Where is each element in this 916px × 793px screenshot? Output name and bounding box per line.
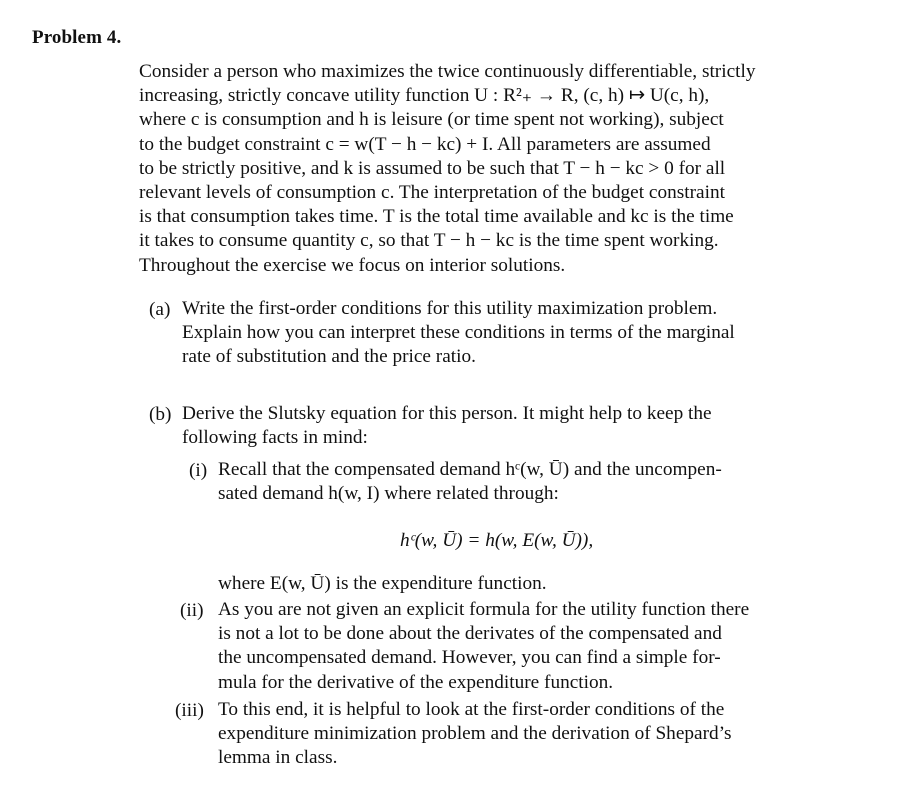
intro-line: Consider a person who maximizes the twice continuously differentiable, strictly — [139, 61, 756, 82]
intro-line: increasing, strictly concave utility function U : R²₊ → R, (c, h) ↦ U(c, h), — [139, 85, 710, 107]
item-iii-label: (iii) — [175, 700, 204, 721]
part-a-line: Write the first-order conditions for this utility maximization problem. — [182, 298, 718, 319]
intro-line: it takes to consume quantity c, so that T − h − kc is the time spent working. — [139, 230, 719, 252]
item-ii-line: mula for the derivative of the expenditure function. — [218, 671, 614, 693]
item-ii-label: (ii) — [180, 600, 204, 621]
item-iii-line: expenditure minimization problem and the derivation of Shepard’s — [218, 723, 732, 745]
item-ii-text — [218, 598, 814, 695]
item-ii-line: the uncompensated demand. However, you can find a simple for- — [218, 647, 721, 669]
part-a-line: Explain how you can interpret these conditions in terms of the marginal — [182, 322, 735, 344]
item-ii-line: As you are not given an explicit formula for the utility function there — [218, 599, 750, 620]
part-b-text — [182, 402, 814, 450]
part-b-line: following facts in mind: — [182, 427, 368, 449]
part-b-label: (b) — [149, 404, 172, 425]
item-i-line: sated demand h(w, I) where related through: — [218, 483, 559, 505]
intro-line: relevant levels of consumption c. The interpretation of the budget constraint — [139, 182, 725, 204]
item-iii-line: To this end, it is helpful to look at the first-order conditions of the — [218, 699, 725, 720]
intro-line: to the budget constraint c = w(T − h − kc) + I. All parameters are assumed — [139, 133, 711, 155]
part-a-label: (a) — [149, 299, 171, 320]
intro-line: to be strictly positive, and k is assumed to be such that T − h − kc > 0 for all — [139, 157, 726, 179]
compensated-demand-equation: hᶜ(w, Ū) = h(w, E(w, Ū)), — [400, 530, 594, 551]
item-ii-line: is not a lot to be done about the derivates of the compensated and — [218, 623, 722, 645]
item-i-after-line: where E(w, Ū) is the expenditure function. — [218, 573, 547, 594]
problem-title: Problem 4. — [32, 27, 122, 48]
part-b-line: Derive the Slutsky equation for this person. It might help to keep the — [182, 403, 712, 424]
intro-line: is that consumption takes time. T is the total time available and kc is the time — [139, 206, 734, 228]
item-i-line: Recall that the compensated demand hᶜ(w, Ū) and the uncompen- — [218, 459, 722, 480]
part-a-line: rate of substitution and the price ratio. — [182, 346, 476, 368]
item-iii-text — [218, 698, 814, 771]
item-i-label: (i) — [189, 460, 208, 481]
item-i-text — [218, 458, 814, 506]
intro-line: Throughout the exercise we focus on interior solutions. — [139, 254, 566, 276]
part-a-text — [182, 297, 814, 370]
problem-intro-paragraph — [139, 60, 815, 278]
item-i-after — [218, 572, 814, 596]
intro-line: where c is consumption and h is leisure (or time spent not working), subject — [139, 109, 724, 131]
item-iii-line: lemma in class. — [218, 747, 338, 769]
